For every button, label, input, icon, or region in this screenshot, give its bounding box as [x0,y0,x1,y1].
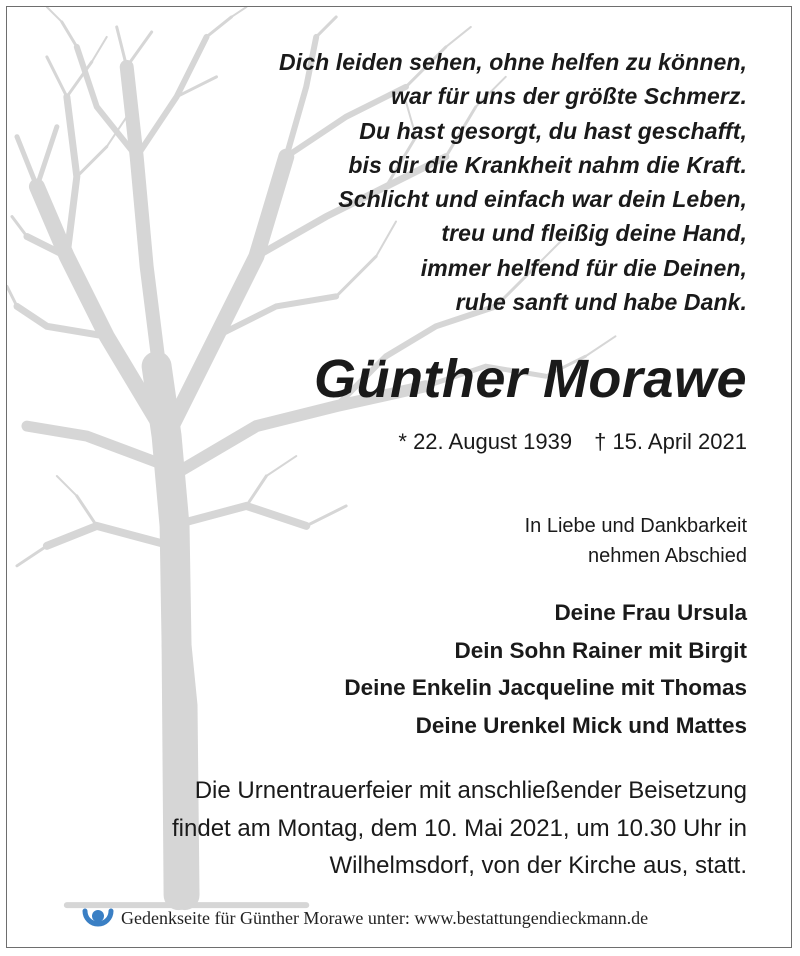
bestatter-logo-icon [81,903,115,933]
deceased-name: Günther Morawe [313,349,747,409]
poem-line: Dich leiden sehen, ohne helfen zu können, [279,49,747,75]
mourners-list [344,594,747,744]
mourner: Deine Frau Ursula [554,600,747,625]
poem-line: treu und fleißig deine Hand, [441,220,747,247]
mourner: Deine Urenkel Mick und Mattes [415,712,747,738]
farewell-text [525,511,747,571]
memorial-page-footer [81,903,648,933]
mourner: Deine Enkelin Jacqueline mit Thomas [344,675,747,700]
poem-line: ruhe sanft und habe Dank. [455,289,747,316]
poem-line: war für uns der größte Schmerz. [391,83,747,110]
ceremony-line: Die Urnentrauerfeier mit anschließender Beisetzung [194,777,747,804]
poem-line: immer helfend für die Deinen, [420,254,747,281]
ceremony-line: findet am Montag, dem 10. Mai 2021, um 10.30 Uhr in [172,814,747,842]
farewell-line: In Liebe und Dankbarkeit [524,515,747,537]
poem-line: Du hast gesorgt, du hast geschafft, [359,117,747,144]
ceremony-info [172,772,747,885]
death-date: † 15. April 2021 [594,429,747,454]
poem-line: Schlicht und einfach war dein Leben, [338,186,747,213]
obituary-notice [6,6,792,948]
birth-date: * 22. August 1939 [398,429,573,454]
poem [279,45,747,319]
mourner: Dein Sohn Rainer mit Birgit [454,637,747,663]
farewell-line: nehmen Abschied [587,545,747,567]
life-dates [398,427,747,457]
ceremony-line: Wilhelmsdorf, von der Kirche aus, statt. [329,852,747,879]
poem-line: bis dir die Krankheit nahm die Kraft. [348,151,747,178]
memorial-page-link[interactable]: Gedenkseite für Günther Morawe unter: www.bestattungendieckmann.de [121,907,649,928]
